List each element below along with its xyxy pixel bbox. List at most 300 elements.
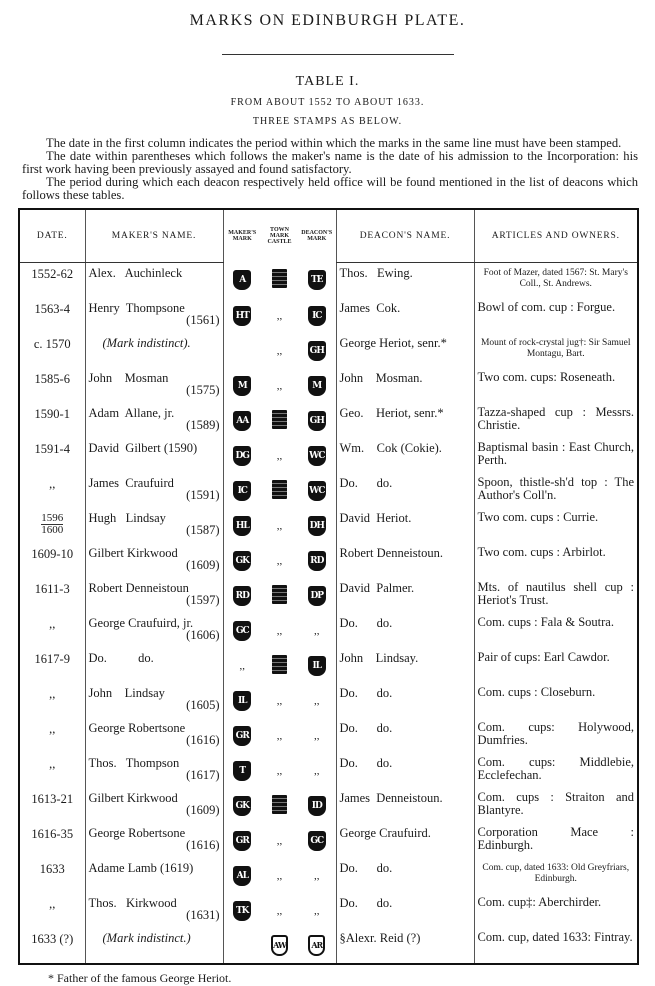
date-text: ,, <box>49 757 56 771</box>
makers-mark-cell <box>223 263 261 299</box>
content-flow <box>18 137 639 986</box>
maker-name: Thos. Kirkwood <box>88 896 177 910</box>
makers-mark-cell <box>223 858 261 893</box>
maker-cell <box>85 543 223 578</box>
date-cell <box>19 543 85 578</box>
title-divider <box>222 54 454 55</box>
maker-cell <box>85 403 223 438</box>
deacon-cell <box>336 578 474 613</box>
table-title: TABLE I. <box>295 74 360 89</box>
maker-name: Do. do. <box>88 651 154 665</box>
hallmark-icon: WC <box>308 446 326 466</box>
hallmark-icon: GC <box>233 621 251 641</box>
deacons-mark-cell <box>298 683 336 718</box>
articles-cell <box>474 333 638 368</box>
deacon-name: Do. do. <box>339 721 393 735</box>
ditto-mark: ,, <box>276 379 283 392</box>
hallmark-icon: AA <box>233 411 251 431</box>
maker-name: John Mosman <box>88 371 169 385</box>
makers-mark-cell <box>223 928 261 964</box>
articles-cell <box>474 683 638 718</box>
deacons-mark-cell <box>298 368 336 403</box>
articles-cell <box>474 718 638 753</box>
articles-text: Com. cup‡: Aberchirder. <box>477 895 602 909</box>
date-fraction-bottom: 1600 <box>41 524 64 536</box>
deacon-cell <box>336 823 474 858</box>
articles-cell <box>474 263 638 299</box>
deacons-mark-cell <box>298 928 336 964</box>
town-mark-cell <box>261 718 298 753</box>
table-row <box>19 473 638 508</box>
deacon-name: Do. do. <box>339 861 393 875</box>
town-mark-cell <box>261 893 298 928</box>
deacon-name: Do. do. <box>339 896 393 910</box>
articles-text: Mts. of nautilus shell cup : Heriot's Trust. <box>477 580 634 607</box>
articles-cell <box>474 438 638 473</box>
maker-cell <box>85 753 223 788</box>
ditto-mark: ,, <box>276 834 283 847</box>
maker-cell <box>85 613 223 648</box>
hallmark-icon: HL <box>233 516 251 536</box>
articles-cell <box>474 823 638 858</box>
date-text: 1633 (?) <box>31 932 74 946</box>
date-text: ,, <box>49 722 56 736</box>
admission-date: (1609) <box>186 558 220 572</box>
maker-cell <box>85 718 223 753</box>
maker-name: Gilbert Kirkwood <box>88 546 178 560</box>
makers-mark-cell <box>223 718 261 753</box>
date-cell <box>19 508 85 543</box>
hallmark-icon: GK <box>233 796 251 816</box>
table-row <box>19 578 638 613</box>
articles-text: Com. cups : Fala & Soutra. <box>477 615 614 629</box>
town-mark-cell <box>261 263 298 299</box>
maker-name: John Lindsay <box>88 686 165 700</box>
town-mark-cell <box>261 508 298 543</box>
town-mark-cell <box>261 403 298 438</box>
hallmark-icon: T <box>233 761 251 781</box>
maker-cell <box>85 508 223 543</box>
ditto-mark: ,, <box>314 764 320 777</box>
makers-mark-cell <box>223 473 261 508</box>
articles-text: Spoon, thistle-sh'd top : The Author's Coll'n. <box>477 475 634 502</box>
articles-cell <box>474 613 638 648</box>
town-mark-cell <box>261 438 298 473</box>
maker-cell <box>85 893 223 928</box>
date-cell <box>19 298 85 333</box>
deacons-mark-cell <box>298 718 336 753</box>
maker-cell <box>85 333 223 368</box>
articles-text: Mount of rock-crystal jug†: Sir Samuel Montagu, Bart. <box>480 338 631 359</box>
table-row <box>19 508 638 543</box>
deacon-cell <box>336 753 474 788</box>
maker-cell <box>85 683 223 718</box>
deacon-cell <box>336 333 474 368</box>
hallmark-icon: M <box>233 376 251 396</box>
articles-cell <box>474 508 638 543</box>
date-cell <box>19 823 85 858</box>
ditto-mark: ,, <box>314 624 320 637</box>
town-mark-cell <box>261 368 298 403</box>
maker-name: George Robertsone <box>88 721 186 735</box>
maker-name: Hugh Lindsay <box>88 511 166 525</box>
articles-cell <box>474 543 638 578</box>
town-mark-cell <box>261 823 298 858</box>
ditto-mark: ,, <box>239 659 245 672</box>
articles-text: Two com. cups : Arbirlot. <box>477 545 606 559</box>
admission-date: (1616) <box>186 838 220 852</box>
makers-mark-cell <box>223 333 261 368</box>
deacon-name: George Craufuird. <box>339 826 431 840</box>
date-cell <box>19 858 85 893</box>
makers-mark-cell <box>223 578 261 613</box>
ditto-mark: ,, <box>314 904 320 917</box>
date-text: 1611-3 <box>34 582 70 596</box>
articles-text: Com. cups: Middlebie, Ecclefechan. <box>477 755 634 782</box>
hallmark-icon: AR <box>308 935 325 956</box>
articles-cell <box>474 648 638 683</box>
table-row <box>19 893 638 928</box>
makers-mark-cell <box>223 508 261 543</box>
admission-date: (1616) <box>186 733 220 747</box>
date-text: ,, <box>49 897 56 911</box>
table-row <box>19 683 638 718</box>
town-mark-cell <box>261 543 298 578</box>
town-mark-cell <box>261 578 298 613</box>
table-row <box>19 298 638 333</box>
date-fraction-top: 1596 <box>41 512 64 524</box>
maker-name: James Craufuird <box>88 476 174 490</box>
town-mark-cell <box>261 928 298 964</box>
hallmark-icon: ID <box>308 796 326 816</box>
maker-name: George Robertsone <box>88 826 186 840</box>
intro-paragraph: The date within parentheses which follows the maker's name is the date of his admission to the Incorporation: his first work having been previously assayed and found satisfactory. <box>22 149 638 176</box>
deacons-mark-cell <box>298 298 336 333</box>
deacon-name: James Denneistoun. <box>339 791 443 805</box>
table-row <box>19 753 638 788</box>
table-row <box>19 543 638 578</box>
date-cell <box>19 438 85 473</box>
deacon-cell <box>336 928 474 964</box>
articles-text: Pair of cups: Earl Cawdor. <box>477 650 610 664</box>
articles-text: Two com. cups : Currie. <box>477 510 599 524</box>
ditto-mark: ,, <box>276 729 283 742</box>
castle-mark-icon <box>272 410 287 429</box>
articles-cell <box>474 753 638 788</box>
articles-text: Foot of Mazer, dated 1567: St. Mary's Coll., St. Andrews. <box>483 268 628 289</box>
castle-mark-icon <box>272 585 287 604</box>
articles-text: Corporation Mace : Edinburgh. <box>477 825 634 852</box>
date-cell <box>19 683 85 718</box>
ditto-mark: ,, <box>276 624 283 637</box>
articles-cell <box>474 893 638 928</box>
hallmark-icon: TE <box>308 270 326 290</box>
date-range: FROM ABOUT 1552 TO ABOUT 1633. <box>230 97 425 108</box>
date-cell <box>19 403 85 438</box>
maker-cell <box>85 788 223 823</box>
maker-name: George Craufuird, jr. <box>88 616 194 630</box>
deacon-cell <box>336 368 474 403</box>
date-cell <box>19 788 85 823</box>
marks-table <box>18 208 639 965</box>
deacon-cell <box>336 648 474 683</box>
hallmark-icon: DH <box>308 516 326 536</box>
ditto-mark: ,, <box>276 554 283 567</box>
admission-date: (1589) <box>186 418 220 432</box>
town-mark-cell <box>261 683 298 718</box>
table-row <box>19 858 638 893</box>
ditto-mark: ,, <box>276 309 283 322</box>
footnote: * Father of the famous George Heriot. <box>48 971 232 985</box>
makers-mark-cell <box>223 788 261 823</box>
table-row <box>19 648 638 683</box>
date-text: 1563-4 <box>34 302 70 316</box>
deacon-name: Do. do. <box>339 756 393 770</box>
articles-cell <box>474 928 638 964</box>
date-cell <box>19 263 85 299</box>
deacon-cell <box>336 263 474 299</box>
hallmark-icon: IC <box>233 481 251 501</box>
date-text: ,, <box>49 477 56 491</box>
table-row <box>19 823 638 858</box>
articles-cell <box>474 788 638 823</box>
deacons-mark-cell <box>298 508 336 543</box>
hallmark-icon: WC <box>308 481 326 501</box>
date-text: ,, <box>49 687 56 701</box>
header-row <box>19 209 638 263</box>
maker-cell <box>85 858 223 893</box>
table-row <box>19 438 638 473</box>
hallmark-icon: IL <box>308 656 326 676</box>
date-cell <box>19 893 85 928</box>
date-cell <box>19 613 85 648</box>
table-row <box>19 928 638 964</box>
hallmark-icon: M <box>308 376 326 396</box>
date-text: 1617-9 <box>34 652 70 666</box>
town-mark-cell <box>261 753 298 788</box>
table-row <box>19 368 638 403</box>
castle-mark-icon <box>272 269 287 288</box>
deacons-mark-cell <box>298 263 336 299</box>
deacon-name: Thos. Ewing. <box>339 266 413 280</box>
date-text: 1609-10 <box>31 547 74 561</box>
maker-name: Henry Thompsone <box>88 301 185 315</box>
deacons-mark-cell <box>298 333 336 368</box>
deacons-mark-cell <box>298 613 336 648</box>
deacons-mark-cell <box>298 648 336 683</box>
date-cell <box>19 753 85 788</box>
hallmark-icon: HT <box>233 306 251 326</box>
table-row <box>19 403 638 438</box>
deacon-name: David Palmer. <box>339 581 415 595</box>
deacon-cell <box>336 893 474 928</box>
ditto-mark: ,, <box>276 449 283 462</box>
town-mark-cell <box>261 333 298 368</box>
town-mark-cell <box>261 473 298 508</box>
town-mark-cell <box>261 858 298 893</box>
maker-name: Adame Lamb (1619) <box>88 861 194 875</box>
deacons-mark-cell <box>298 438 336 473</box>
header-articles: ARTICLES AND OWNERS. <box>474 209 638 263</box>
ditto-mark: ,, <box>276 694 283 707</box>
town-mark-cell <box>261 298 298 333</box>
date-cell <box>19 648 85 683</box>
town-mark-cell <box>261 788 298 823</box>
hallmark-icon: TK <box>233 901 251 921</box>
articles-text: Baptismal basin : East Church, Perth. <box>477 440 634 467</box>
intro-paragraph: The date in the first column indicates the period within which the marks in the same line must have been stamped. <box>46 136 622 150</box>
hallmark-icon: GC <box>308 831 326 851</box>
page-title: MARKS ON EDINBURGH PLATE. <box>189 12 466 29</box>
articles-cell <box>474 578 638 613</box>
hallmark-icon: AL <box>233 866 251 886</box>
date-text: 1590-1 <box>34 407 70 421</box>
maker-name: Robert Denneistoun <box>88 581 189 595</box>
deacon-name: Wm. Cok (Cokie). <box>339 441 442 455</box>
table-row <box>19 788 638 823</box>
admission-date: (1617) <box>186 768 220 782</box>
articles-text: Bowl of com. cup : Forgue. <box>477 300 616 314</box>
table-row <box>19 333 638 368</box>
hallmark-icon: GR <box>233 831 251 851</box>
admission-date: (1587) <box>186 523 220 537</box>
maker-cell <box>85 928 223 964</box>
ditto-mark: ,, <box>276 764 283 777</box>
admission-date: (1575) <box>186 383 220 397</box>
deacon-cell <box>336 683 474 718</box>
maker-cell <box>85 823 223 858</box>
hallmark-icon: GH <box>308 341 326 361</box>
makers-mark-cell <box>223 438 261 473</box>
town-mark-cell <box>261 613 298 648</box>
ditto-mark: ,, <box>276 344 283 357</box>
articles-text: Com. cup, dated 1633: Old Greyfriars, Edinburgh. <box>482 863 630 884</box>
town-mark-cell <box>261 648 298 683</box>
articles-cell <box>474 858 638 893</box>
date-cell <box>19 928 85 964</box>
articles-cell <box>474 368 638 403</box>
deacon-cell <box>336 858 474 893</box>
table-row <box>19 613 638 648</box>
hallmark-icon: GK <box>233 551 251 571</box>
header-maker: MAKER'S NAME. <box>85 209 223 263</box>
date-text: 1613-21 <box>31 792 74 806</box>
makers-mark-cell <box>223 403 261 438</box>
ditto-mark: ,, <box>314 869 320 882</box>
header-makers-mark: MAKER'S MARK <box>223 209 261 263</box>
date-cell <box>19 333 85 368</box>
date-text: ,, <box>49 617 56 631</box>
deacon-name: Robert Denneistoun. <box>339 546 443 560</box>
hallmark-icon: A <box>233 270 251 290</box>
deacon-name: Do. do. <box>339 476 393 490</box>
deacons-mark-cell <box>298 403 336 438</box>
admission-date: (1609) <box>186 803 220 817</box>
admission-date: (1631) <box>186 908 220 922</box>
hallmark-icon: IC <box>308 306 326 326</box>
deacons-mark-cell <box>298 893 336 928</box>
admission-date: (1597) <box>186 593 220 607</box>
stamps-note: THREE STAMPS AS BELOW. <box>252 116 403 127</box>
hallmark-icon: DG <box>233 446 251 466</box>
hallmark-icon: GH <box>308 411 326 431</box>
deacon-cell <box>336 438 474 473</box>
intro-text <box>22 137 638 202</box>
makers-mark-cell <box>223 613 261 648</box>
maker-name: (Mark indistinct). <box>102 336 191 350</box>
maker-name: Alex. Auchinleck <box>88 266 183 280</box>
articles-text: Com. cups : Straiton and Blantyre. <box>477 790 634 817</box>
deacon-name: Do. do. <box>339 616 393 630</box>
deacon-name: §Alexr. Reid (?) <box>339 931 421 945</box>
admission-date: (1605) <box>186 698 220 712</box>
deacon-name: James Cok. <box>339 301 401 315</box>
deacons-mark-cell <box>298 858 336 893</box>
ditto-mark: ,, <box>276 869 283 882</box>
articles-text: Com. cups : Closeburn. <box>477 685 596 699</box>
makers-mark-cell <box>223 683 261 718</box>
maker-cell <box>85 263 223 299</box>
maker-name: (Mark indistinct.) <box>102 931 191 945</box>
hallmark-icon: IL <box>233 691 251 711</box>
castle-mark-icon <box>272 795 287 814</box>
deacons-mark-cell <box>298 578 336 613</box>
table-row <box>19 263 638 299</box>
makers-mark-cell <box>223 648 261 683</box>
deacon-cell <box>336 298 474 333</box>
castle-mark-icon <box>272 655 287 674</box>
table-row <box>19 718 638 753</box>
ditto-mark: ,, <box>276 904 283 917</box>
hallmark-icon: GR <box>233 726 251 746</box>
header-deacon: DEACON'S NAME. <box>336 209 474 263</box>
date-text: 1591-4 <box>34 442 70 456</box>
admission-date: (1591) <box>186 488 220 502</box>
maker-cell <box>85 438 223 473</box>
date-fraction <box>41 513 63 536</box>
maker-cell <box>85 578 223 613</box>
maker-name: Thos. Thompson <box>88 756 180 770</box>
deacon-name: Geo. Heriot, senr.* <box>339 406 444 420</box>
makers-mark-cell <box>223 368 261 403</box>
deacon-cell <box>336 613 474 648</box>
ditto-mark: ,, <box>314 729 320 742</box>
deacons-mark-cell <box>298 753 336 788</box>
hallmark-icon: RD <box>233 586 251 606</box>
date-text: c. 1570 <box>33 337 71 351</box>
header-town-mark: TOWN MARK CASTLE <box>267 227 292 246</box>
deacon-cell <box>336 718 474 753</box>
deacons-mark-cell <box>298 473 336 508</box>
ditto-mark: ,, <box>276 519 283 532</box>
makers-mark-cell <box>223 298 261 333</box>
deacon-cell <box>336 473 474 508</box>
maker-cell <box>85 298 223 333</box>
hallmark-icon: AW <box>271 935 288 956</box>
deacon-name: John Mosman. <box>339 371 423 385</box>
hallmark-icon: RD <box>308 551 326 571</box>
date-cell <box>19 718 85 753</box>
articles-cell <box>474 473 638 508</box>
makers-mark-cell <box>223 823 261 858</box>
date-text: 1552-62 <box>31 267 74 281</box>
articles-text: Two com. cups: Roseneath. <box>477 370 616 384</box>
makers-mark-cell <box>223 893 261 928</box>
articles-cell <box>474 298 638 333</box>
date-text: 1585-6 <box>34 372 70 386</box>
date-cell <box>19 578 85 613</box>
ditto-mark: ,, <box>314 694 320 707</box>
